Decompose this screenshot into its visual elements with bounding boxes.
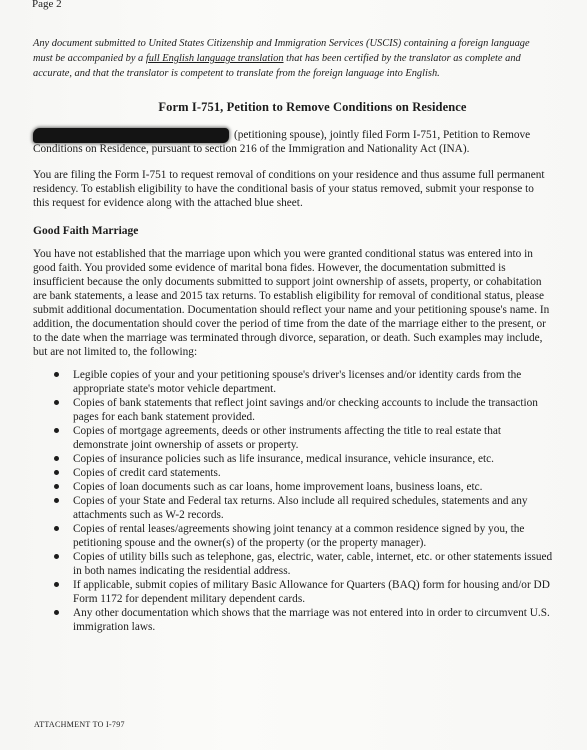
- notice-translation-link: full English language translation: [145, 53, 284, 64]
- notice-text-2: that has been certified by the translator as complete and accurate, and that the translator is competent to translate from the foreign language into English.: [33, 53, 521, 79]
- evidence-item-text: Copies of your State and Federal tax returns. Also include all required schedules, statements and any attachments such as W-2 records.: [73, 495, 528, 521]
- bullet-icon: [54, 498, 59, 503]
- evidence-list-item: [53, 480, 553, 494]
- evidence-item-text: Copies of credit card statements.: [73, 467, 221, 479]
- evidence-item-text: Copies of utility bills such as telephone, gas, electric, water, cable, internet, etc. or other statements issued in both names indicating the residential address.: [73, 551, 553, 577]
- evidence-list-item: [53, 550, 553, 578]
- bullet-icon: [54, 428, 59, 433]
- bullet-icon: [54, 484, 59, 489]
- evidence-list-item: [53, 466, 553, 480]
- bullet-icon: [54, 610, 59, 615]
- document-title: Form I-751, Petition to Remove Conditions on Residence: [158, 100, 467, 114]
- bullet-icon: [54, 582, 59, 587]
- evidence-item-text: Copies of loan documents such as car loans, home improvement loans, business loans, etc.: [73, 481, 483, 493]
- section-heading: Good Faith Marriage: [33, 225, 139, 237]
- bullet-icon: [54, 554, 59, 559]
- bullet-icon: [54, 456, 59, 461]
- filing-paragraph: You are filing the Form I-751 to request removal of conditions on your residence and thus assume full permanent residency. To establish eligibility to have the conditional basis of your status removed, submit your response to this request for evidence along with the attached blue sheet.: [33, 169, 545, 209]
- evidence-list-item: [53, 424, 553, 452]
- evidence-list-item: [53, 368, 553, 396]
- evidence-item-text: Copies of bank statements that reflect joint savings and/or checking accounts to include the transaction pages for each bank statement provided.: [73, 397, 538, 423]
- bullet-icon: [54, 470, 59, 475]
- evidence-item-text: If applicable, submit copies of military Basic Allowance for Quarters (BAQ) form for housing and/or DD Form 1172 for dependent military dependent cards.: [73, 579, 550, 605]
- evidence-list-item: [53, 606, 553, 634]
- evidence-list-item: [53, 452, 553, 466]
- evidence-item-text: Copies of rental leases/agreements showing joint tenancy at a common residence signed by you, the petitioning spouse and the owner(s) of the property (or the property manager).: [73, 523, 525, 549]
- evidence-item-text: Copies of mortgage agreements, deeds or other instruments affecting the title to real estate that demonstrate joint ownership of assets or property.: [73, 425, 501, 451]
- evidence-list-item: [53, 578, 553, 606]
- page-number: Page 2: [32, 0, 62, 10]
- notice-text-1: Any document submitted to United States Citizenship and Immigration Services (USCIS) containing a foreign language must be accompanied by a: [33, 38, 530, 64]
- petition-text: (petitioning spouse), jointly filed Form I-751, Petition to Remove Conditions on Residence, pursuant to section 216 of the Immigration and Nationality Act (INA).: [33, 129, 531, 155]
- redaction-mark: [33, 128, 229, 143]
- translation-notice: [33, 36, 533, 81]
- evidence-item-text: Any other documentation which shows that the marriage was not entered into in order to circumvent U.S. immigration laws.: [73, 607, 550, 633]
- evidence-list-item: [53, 522, 553, 550]
- evidence-item-text: Copies of insurance policies such as life insurance, medical insurance, vehicle insurance, etc.: [73, 453, 494, 465]
- bullet-icon: [54, 372, 59, 377]
- evidence-list: [53, 368, 553, 634]
- evidence-list-item: [53, 396, 553, 424]
- evidence-item-text: Legible copies of your and your petitioning spouse's driver's licenses and/or identity cards from the appropriate state's motor vehicle department.: [73, 369, 522, 395]
- bullet-icon: [54, 526, 59, 531]
- bullet-icon: [54, 400, 59, 405]
- document-title-row: [0, 100, 587, 115]
- good-faith-paragraph: You have not established that the marriage upon which you were granted conditional status was entered into in good faith. You provided some evidence of marital bona fides. However, the documentation submitted is insufficient because the only documents submitted to support joint ownership of assets, property, or cohabitation are bank statements, a lease and 2015 tax returns. To establish eligibility for removal of conditional status, please submit additional documentation. Documentation should reflect your name and your petitioning spouse's name. In addition, the documentation should cover the period of time from the date of the marriage either to the present, or to the date when the marriage was terminated through divorce, separation, or death. Such examples may include, but are not limited to, the following:: [33, 248, 550, 358]
- attachment-footer: ATTACHMENT TO I-797: [34, 720, 125, 729]
- evidence-list-item: [53, 494, 553, 522]
